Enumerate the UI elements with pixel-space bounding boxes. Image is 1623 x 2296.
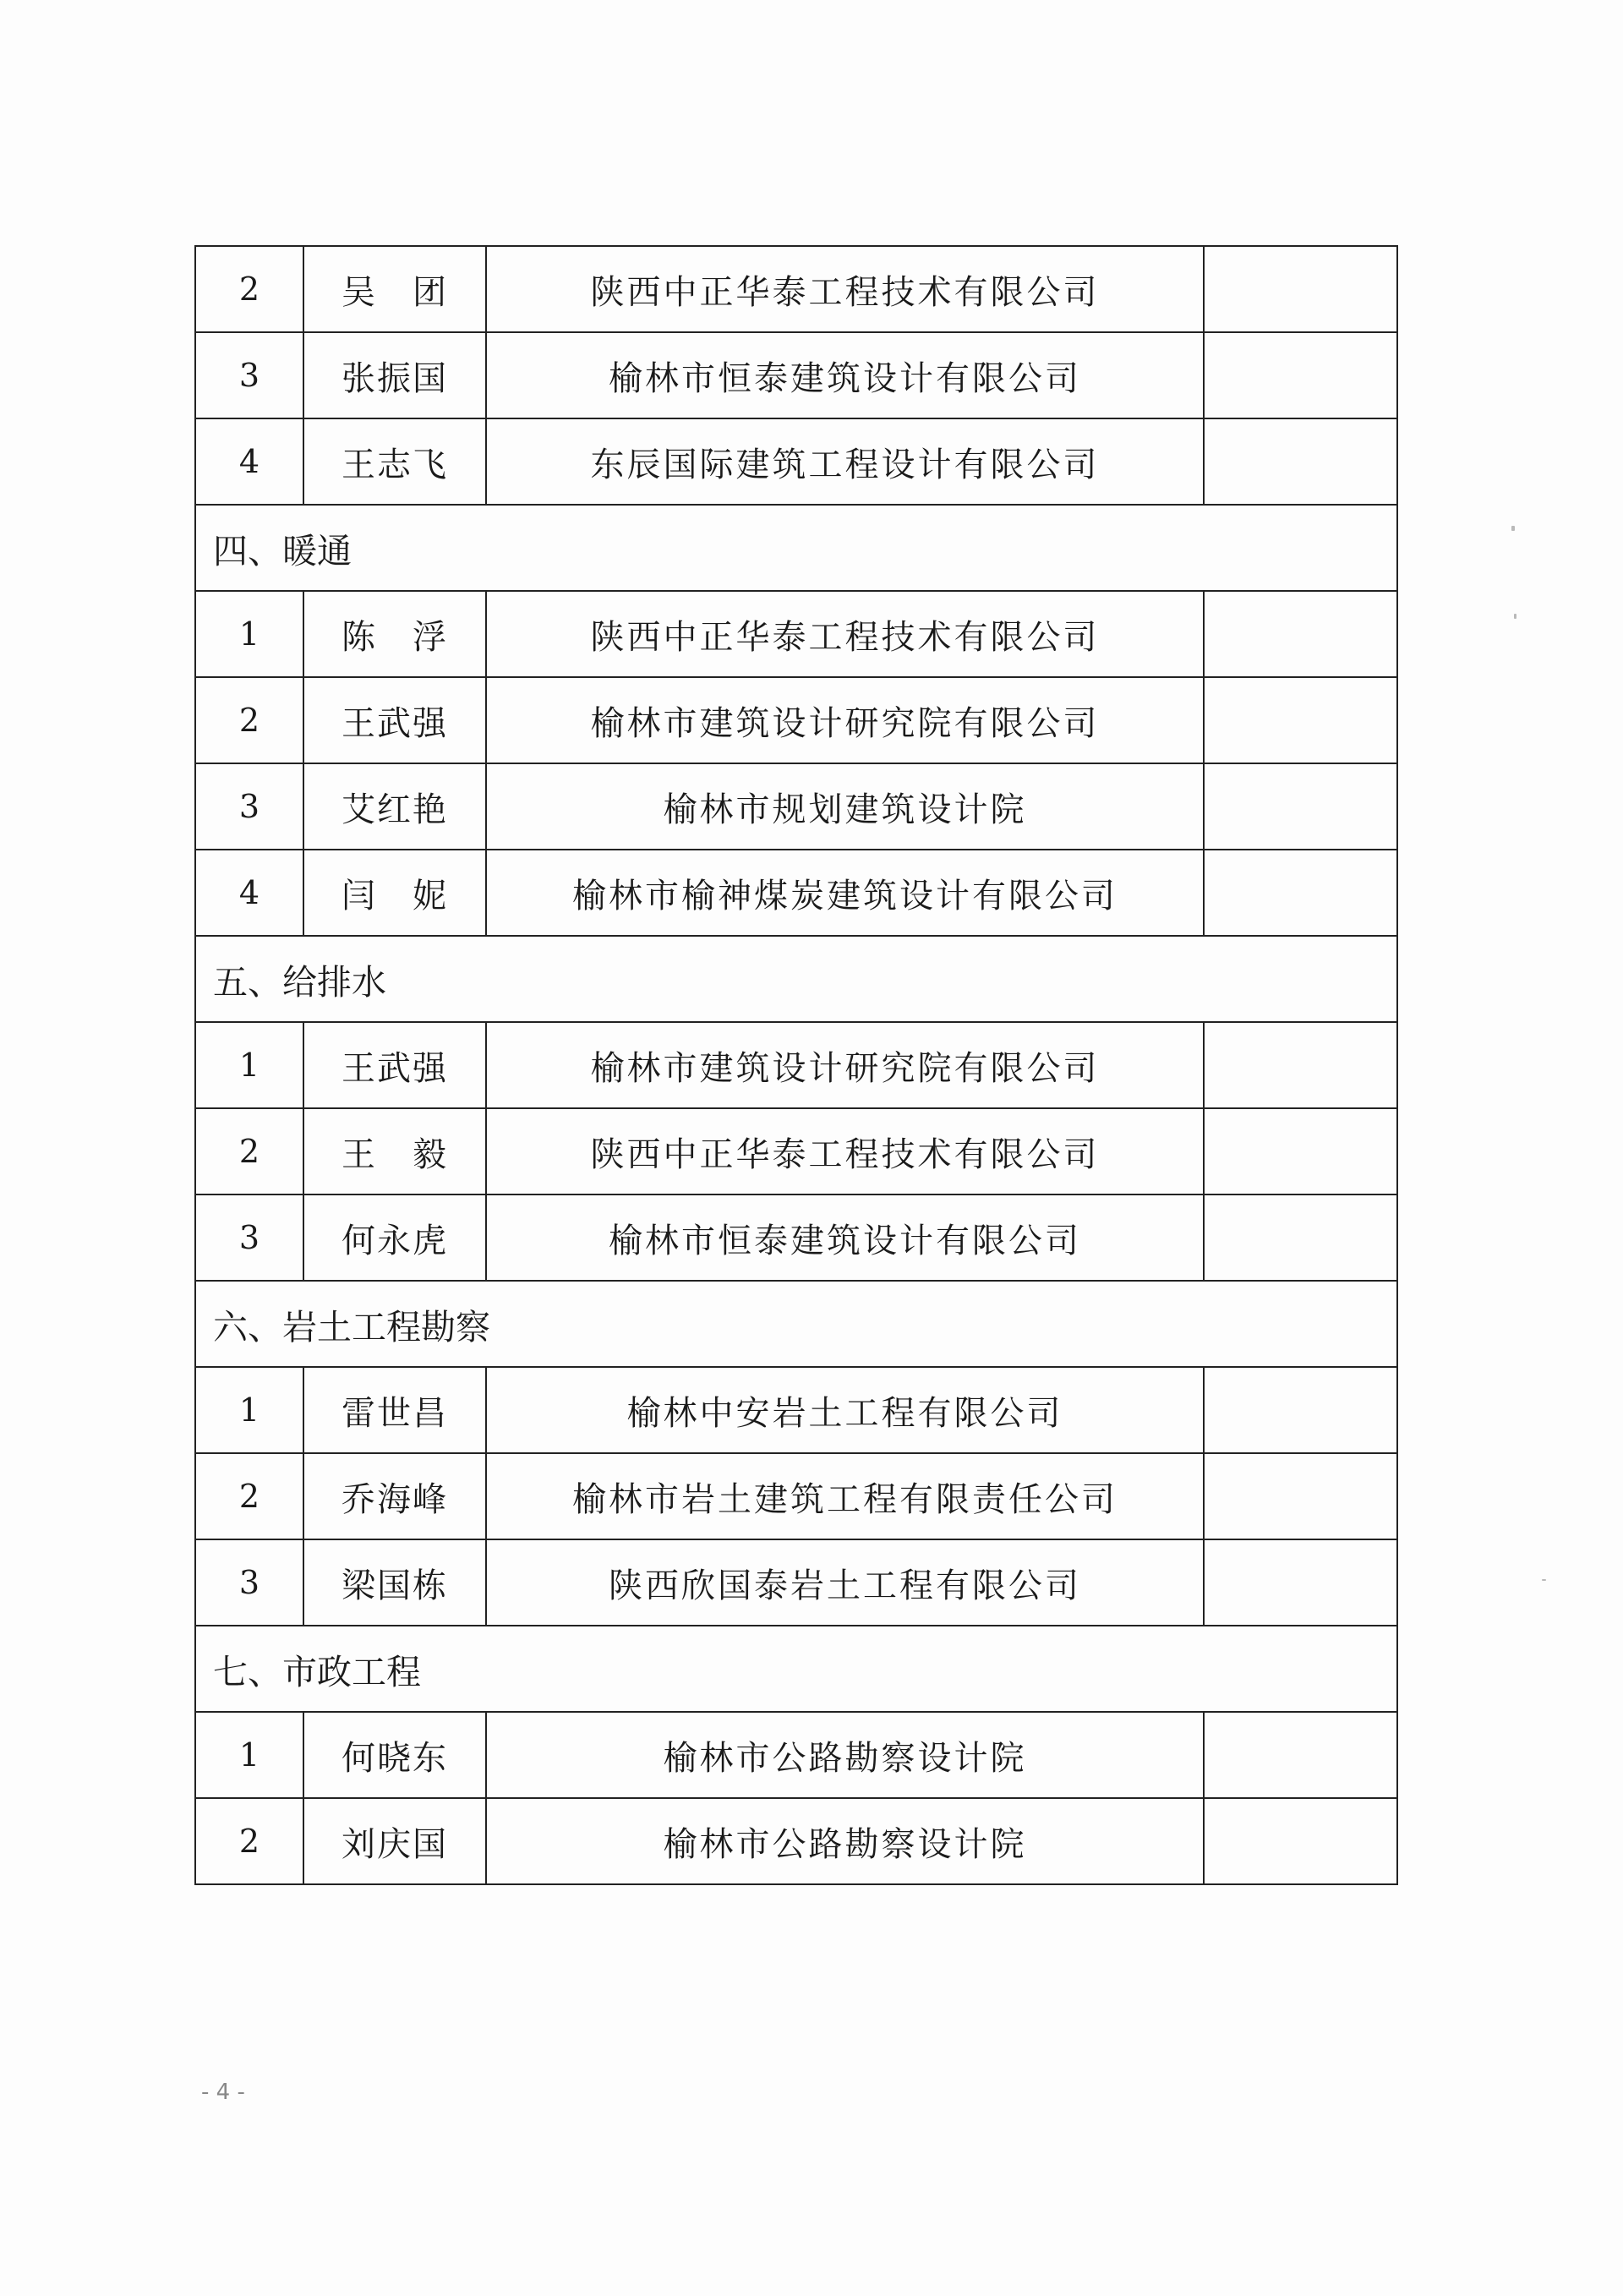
table-row [195, 1022, 1397, 1108]
row-number-cell: 2 [195, 246, 303, 332]
company-cell: 榆林市规划建筑设计院 [486, 763, 1204, 850]
table-row [195, 850, 1397, 936]
row-number-cell: 4 [195, 850, 303, 936]
table-row [195, 246, 1397, 332]
table-row [195, 1798, 1397, 1884]
name-cell: 张振国 [303, 332, 486, 418]
section-title: 四、暖通 [195, 505, 1397, 591]
remark-cell [1204, 591, 1397, 677]
company-cell: 榆林市榆神煤炭建筑设计有限公司 [486, 850, 1204, 936]
remark-cell [1204, 763, 1397, 850]
remark-cell [1204, 1539, 1397, 1626]
name-cell: 何永虎 [303, 1194, 486, 1281]
row-number-cell: 3 [195, 332, 303, 418]
name-cell: 王志飞 [303, 418, 486, 505]
remark-cell [1204, 332, 1397, 418]
table-row [195, 763, 1397, 850]
name-cell: 梁国栋 [303, 1539, 486, 1626]
row-number-cell: 2 [195, 1453, 303, 1539]
remark-cell [1204, 418, 1397, 505]
scan-speck [1511, 526, 1515, 531]
page-number: - 4 - [201, 2080, 245, 2105]
table-row [195, 332, 1397, 418]
table-row [195, 1367, 1397, 1453]
company-cell: 东辰国际建筑工程设计有限公司 [486, 418, 1204, 505]
remark-cell [1204, 1367, 1397, 1453]
company-cell: 榆林市恒泰建筑设计有限公司 [486, 1194, 1204, 1281]
table-row [195, 677, 1397, 763]
row-number-cell: 2 [195, 677, 303, 763]
section-header-row [195, 1626, 1397, 1712]
remark-cell [1204, 1194, 1397, 1281]
table-row [195, 1108, 1397, 1194]
remark-cell [1204, 1022, 1397, 1108]
company-cell: 陕西中正华泰工程技术有限公司 [486, 1108, 1204, 1194]
section-title: 六、岩土工程勘察 [195, 1281, 1397, 1367]
row-number-cell: 2 [195, 1798, 303, 1884]
table-row [195, 1539, 1397, 1626]
remark-cell [1204, 1798, 1397, 1884]
section-header-row [195, 505, 1397, 591]
remark-cell [1204, 1108, 1397, 1194]
name-cell: 艾红艳 [303, 763, 486, 850]
row-number-cell: 1 [195, 1022, 303, 1108]
row-number-cell: 3 [195, 763, 303, 850]
company-cell: 榆林中安岩土工程有限公司 [486, 1367, 1204, 1453]
company-cell: 榆林市岩土建筑工程有限责任公司 [486, 1453, 1204, 1539]
company-cell: 陕西中正华泰工程技术有限公司 [486, 591, 1204, 677]
table-row [195, 1453, 1397, 1539]
remark-cell [1204, 246, 1397, 332]
name-cell: 陈 浮 [303, 591, 486, 677]
company-cell: 陕西欣国泰岩土工程有限公司 [486, 1539, 1204, 1626]
row-number-cell: 3 [195, 1539, 303, 1626]
row-number-cell: 1 [195, 1367, 303, 1453]
table-row [195, 1194, 1397, 1281]
table-body [195, 246, 1397, 1884]
company-cell: 陕西中正华泰工程技术有限公司 [486, 246, 1204, 332]
remark-cell [1204, 1453, 1397, 1539]
company-cell: 榆林市公路勘察设计院 [486, 1798, 1204, 1884]
company-cell: 榆林市建筑设计研究院有限公司 [486, 1022, 1204, 1108]
row-number-cell: 1 [195, 591, 303, 677]
row-number-cell: 2 [195, 1108, 303, 1194]
company-cell: 榆林市建筑设计研究院有限公司 [486, 677, 1204, 763]
row-number-cell: 1 [195, 1712, 303, 1798]
name-cell: 吴 团 [303, 246, 486, 332]
company-cell: 榆林市恒泰建筑设计有限公司 [486, 332, 1204, 418]
section-header-row [195, 1281, 1397, 1367]
section-title: 七、市政工程 [195, 1626, 1397, 1712]
table-row [195, 418, 1397, 505]
name-cell: 雷世昌 [303, 1367, 486, 1453]
section-header-row [195, 936, 1397, 1022]
remark-cell [1204, 1712, 1397, 1798]
name-cell: 王武强 [303, 677, 486, 763]
scan-speck [1542, 1579, 1546, 1581]
remark-cell [1204, 850, 1397, 936]
name-cell: 王武强 [303, 1022, 486, 1108]
scan-speck [1514, 614, 1516, 619]
name-cell: 王 毅 [303, 1108, 486, 1194]
row-number-cell: 4 [195, 418, 303, 505]
name-cell: 何晓东 [303, 1712, 486, 1798]
remark-cell [1204, 677, 1397, 763]
table-row [195, 1712, 1397, 1798]
personnel-table [194, 245, 1398, 1885]
table-row [195, 591, 1397, 677]
row-number-cell: 3 [195, 1194, 303, 1281]
name-cell: 闫 妮 [303, 850, 486, 936]
company-cell: 榆林市公路勘察设计院 [486, 1712, 1204, 1798]
name-cell: 乔海峰 [303, 1453, 486, 1539]
name-cell: 刘庆国 [303, 1798, 486, 1884]
section-title: 五、给排水 [195, 936, 1397, 1022]
